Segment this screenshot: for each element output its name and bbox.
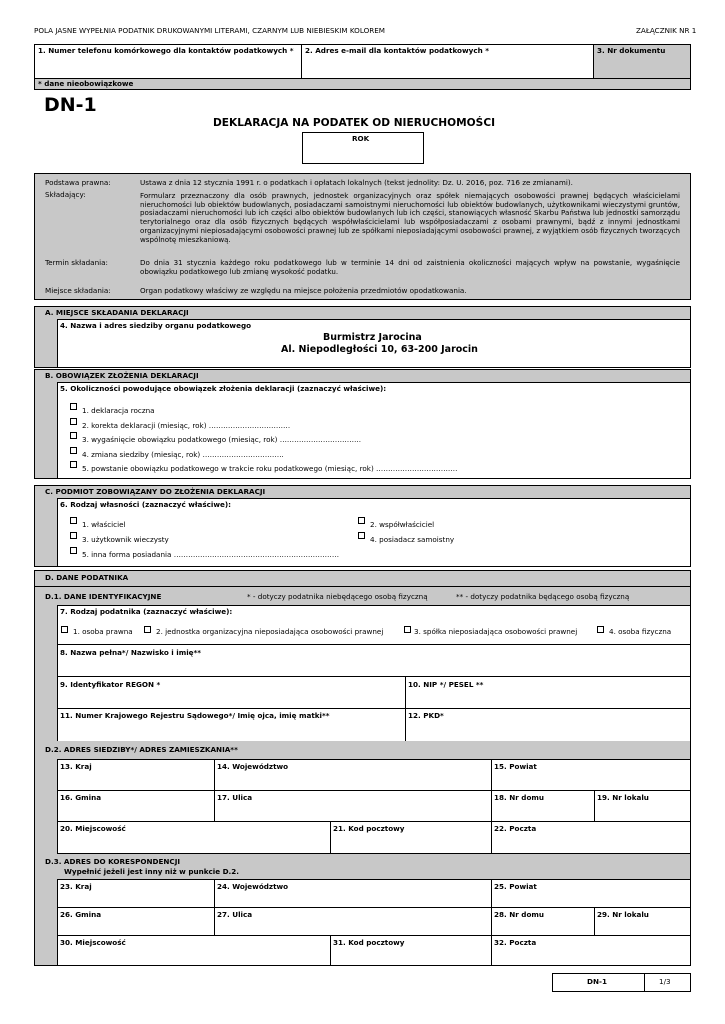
checkbox-co-owner[interactable] bbox=[358, 517, 365, 524]
d2-body bbox=[57, 759, 690, 853]
checkbox-partnership[interactable] bbox=[404, 626, 411, 633]
field-19-label: 19. Nr lokalu bbox=[597, 793, 649, 802]
type-legal-person: 1. osoba prawna bbox=[73, 627, 133, 636]
checkbox-correction[interactable] bbox=[70, 418, 77, 425]
option-obligation-start: 5. powstanie obowiązku podatkowego w trakcie roku podatkowego (miesiąc, rok) ……………………………. bbox=[82, 464, 458, 473]
footer-form-code: DN-1 bbox=[587, 977, 607, 986]
field-13-label: 13. Kraj bbox=[60, 762, 92, 771]
field-31-label: 31. Kod pocztowy bbox=[333, 938, 405, 947]
section-b-title: B. OBOWIĄZEK ZŁOŻENIA DEKLARACJI bbox=[45, 371, 199, 380]
deadline-label: Termin składania: bbox=[45, 258, 108, 267]
field-26-label: 26. Gmina bbox=[60, 910, 102, 919]
filer-label: Składający: bbox=[45, 190, 86, 199]
field-30-label: 30. Miejscowość bbox=[60, 938, 126, 947]
d3-subtitle: Wypełnić jeżeli jest inny niż w punkcie D.2. bbox=[64, 867, 240, 876]
authority-name: Burmistrz Jarocina bbox=[323, 332, 422, 343]
field-21-label: 21. Kod pocztowy bbox=[333, 824, 405, 833]
field-4-label: 4. Nazwa i adres siedziby organu podatkowego bbox=[60, 321, 252, 330]
d1-note-natural: ** - dotyczy podatnika będącego osobą fizyczną bbox=[456, 592, 630, 601]
phone-field-label: 1. Numer telefonu komórkowego dla kontaktów podatkowych * bbox=[38, 46, 294, 55]
checkbox-owner[interactable] bbox=[70, 517, 77, 524]
type-partnership: 3. spółka nieposiadająca osobowości prawnej bbox=[414, 627, 578, 636]
field-32-label: 32. Poczta bbox=[494, 938, 537, 947]
d1-title: D.1. DANE IDENTYFIKACYJNE bbox=[45, 592, 162, 601]
type-org-unit: 2. jednostka organizacyjna nieposiadająca osobowości prawnej bbox=[156, 627, 384, 636]
field-16-label: 16. Gmina bbox=[60, 793, 102, 802]
optional-data-note: * dane nieobowiązkowe bbox=[38, 79, 134, 88]
field-5-label: 5. Okoliczności powodujące obowiązek złożenia deklaracji (zaznaczyć właściwe): bbox=[60, 384, 387, 393]
option-annual: 1. deklaracja roczna bbox=[82, 406, 155, 415]
section-c-title: C. PODMIOT ZOBOWIĄZANY DO ZŁOŻENIA DEKLARACJI bbox=[45, 487, 266, 496]
legal-basis-label: Podstawa prawna: bbox=[45, 178, 111, 187]
checkbox-perpetual-user[interactable] bbox=[70, 532, 77, 539]
field-17-label: 17. Ulica bbox=[217, 793, 253, 802]
checkbox-independent-holder[interactable] bbox=[358, 532, 365, 539]
document-number-label: 3. Nr dokumentu bbox=[597, 46, 666, 55]
place-label: Miejsce składania: bbox=[45, 286, 111, 295]
field-20-label: 20. Miejscowość bbox=[60, 824, 126, 833]
section-d-title: D. DANE PODATNIKA bbox=[45, 573, 129, 582]
year-label: ROK bbox=[352, 134, 370, 143]
checkbox-natural-person[interactable] bbox=[597, 626, 604, 633]
option-expiry: 3. wygaśnięcie obowiązku podatkowego (miesiąc, rok) ……………………………. bbox=[82, 435, 362, 444]
d1-body bbox=[57, 605, 690, 741]
d3-body bbox=[57, 879, 690, 965]
field-24-label: 24. Województwo bbox=[217, 882, 289, 891]
option-correction: 2. korekta deklaracji (miesiąc, rok) ……………………………. bbox=[82, 421, 291, 430]
checkbox-org-unit[interactable] bbox=[144, 626, 151, 633]
field-11-label: 11. Numer Krajowego Rejestru Sądowego*/ Imię ojca, imię matki** bbox=[60, 711, 330, 720]
field-6-label: 6. Rodzaj własności (zaznaczyć właściwe): bbox=[60, 500, 232, 509]
attachment-label: ZAŁĄCZNIK NR 1 bbox=[636, 26, 697, 35]
field-7-label: 7. Rodzaj podatnika (zaznaczyć właściwe): bbox=[60, 607, 233, 616]
field-10-label: 10. NIP */ PESEL ** bbox=[408, 680, 484, 689]
field-27-label: 27. Ulica bbox=[217, 910, 253, 919]
form-title: DEKLARACJA NA PODATEK OD NIERUCHOMOŚCI bbox=[213, 117, 496, 129]
form-code: DN-1 bbox=[44, 94, 97, 116]
d1-note-legal: * - dotyczy podatnika niebędącego osobą fizyczną bbox=[247, 592, 428, 601]
checkbox-other-form[interactable] bbox=[70, 547, 77, 554]
field-15-label: 15. Powiat bbox=[494, 762, 537, 771]
legal-basis-text: Ustawa z dnia 12 stycznia 1991 r. o podatkach i opłatach lokalnych (tekst jednolity: Dz. U. 2016, poz. 716 ze zmianami). bbox=[140, 178, 573, 187]
field-25-label: 25. Powiat bbox=[494, 882, 537, 891]
checkbox-address-change[interactable] bbox=[70, 447, 77, 454]
option-independent-holder: 4. posiadacz samoistny bbox=[370, 535, 455, 544]
checkbox-expiry[interactable] bbox=[70, 432, 77, 439]
header-instruction: POLA JASNE WYPEŁNIA PODATNIK DRUKOWANYMI LITERAMI, CZARNYM LUB NIEBIESKIM KOLOREM bbox=[34, 26, 385, 35]
option-owner: 1. właściciel bbox=[82, 520, 126, 529]
field-18-label: 18. Nr domu bbox=[494, 793, 544, 802]
type-natural-person: 4. osoba fizyczna bbox=[609, 627, 672, 636]
email-field-label: 2. Adres e-mail dla kontaktów podatkowych * bbox=[305, 46, 489, 55]
deadline-text: Do dnia 31 stycznia każdego roku podatkowego lub w terminie 14 dni od zaistnienia okoliczności mających wpływ na powstanie, wygaśnięcie obowiązku podatkowego lub zmianę wysokość podatku. bbox=[140, 258, 680, 276]
checkbox-obligation-start[interactable] bbox=[70, 461, 77, 468]
d2-title: D.2. ADRES SIEDZIBY*/ ADRES ZAMIESZKANIA** bbox=[45, 745, 238, 754]
field-14-label: 14. Województwo bbox=[217, 762, 289, 771]
field-23-label: 23. Kraj bbox=[60, 882, 92, 891]
field-12-label: 12. PKD* bbox=[408, 711, 444, 720]
section-a-title: A. MIEJSCE SKŁADANIA DEKLARACJI bbox=[45, 308, 189, 317]
option-address-change: 4. zmiana siedziby (miesiąc, rok) ……………………………. bbox=[82, 450, 284, 459]
option-other-form: 5. inna forma posiadania …………………………………………………………… bbox=[82, 550, 340, 559]
place-text: Organ podatkowy właściwy ze względu na miejsce położenia przedmiotów opodatkowania. bbox=[140, 286, 467, 295]
authority-address: Al. Niepodległości 10, 63-200 Jarocin bbox=[281, 344, 478, 355]
field-29-label: 29. Nr lokalu bbox=[597, 910, 649, 919]
field-8-label: 8. Nazwa pełna*/ Nazwisko i imię** bbox=[60, 648, 202, 657]
field-9-label: 9. Identyfikator REGON * bbox=[60, 680, 161, 689]
field-28-label: 28. Nr domu bbox=[494, 910, 544, 919]
page-number: 1/3 bbox=[659, 977, 671, 986]
d3-title: D.3. ADRES DO KORESPONDENCJI bbox=[45, 857, 181, 866]
field-22-label: 22. Poczta bbox=[494, 824, 537, 833]
checkbox-legal-person[interactable] bbox=[61, 626, 68, 633]
option-co-owner: 2. współwłaściciel bbox=[370, 520, 435, 529]
option-perpetual-user: 3. użytkownik wieczysty bbox=[82, 535, 169, 544]
checkbox-annual[interactable] bbox=[70, 403, 77, 410]
filer-text: Formularz przeznaczony dla osób prawnych, jednostek organizacyjnych oraz spółek niemających osobowości prawnej będących właścicielami nieruchomości lub obiektów budowlanych, posiadaczami samoistnymi nieruchomości lub obiektów budowlanych, użytkownikami wieczystymi gruntów, posiadaczami nieruchomości lub ich części albo obiektów budowlanych lub ich części, stanowiących własność Skarbu Państwa lub jednostki samorządu terytorialnego oraz dla osób fizycznych będących współwłaścicielami lub współposiadaczami z osobami prawnymi, bądź z innymi jednostkami organizacyjnymi niepiosadającymi osobowości prawnej lub ze spółkami nieposiadającymi osobowości prawnej, z wyjątkiem osób fizycznych tworzących wspólnotę mieszkaniową. bbox=[140, 191, 680, 244]
